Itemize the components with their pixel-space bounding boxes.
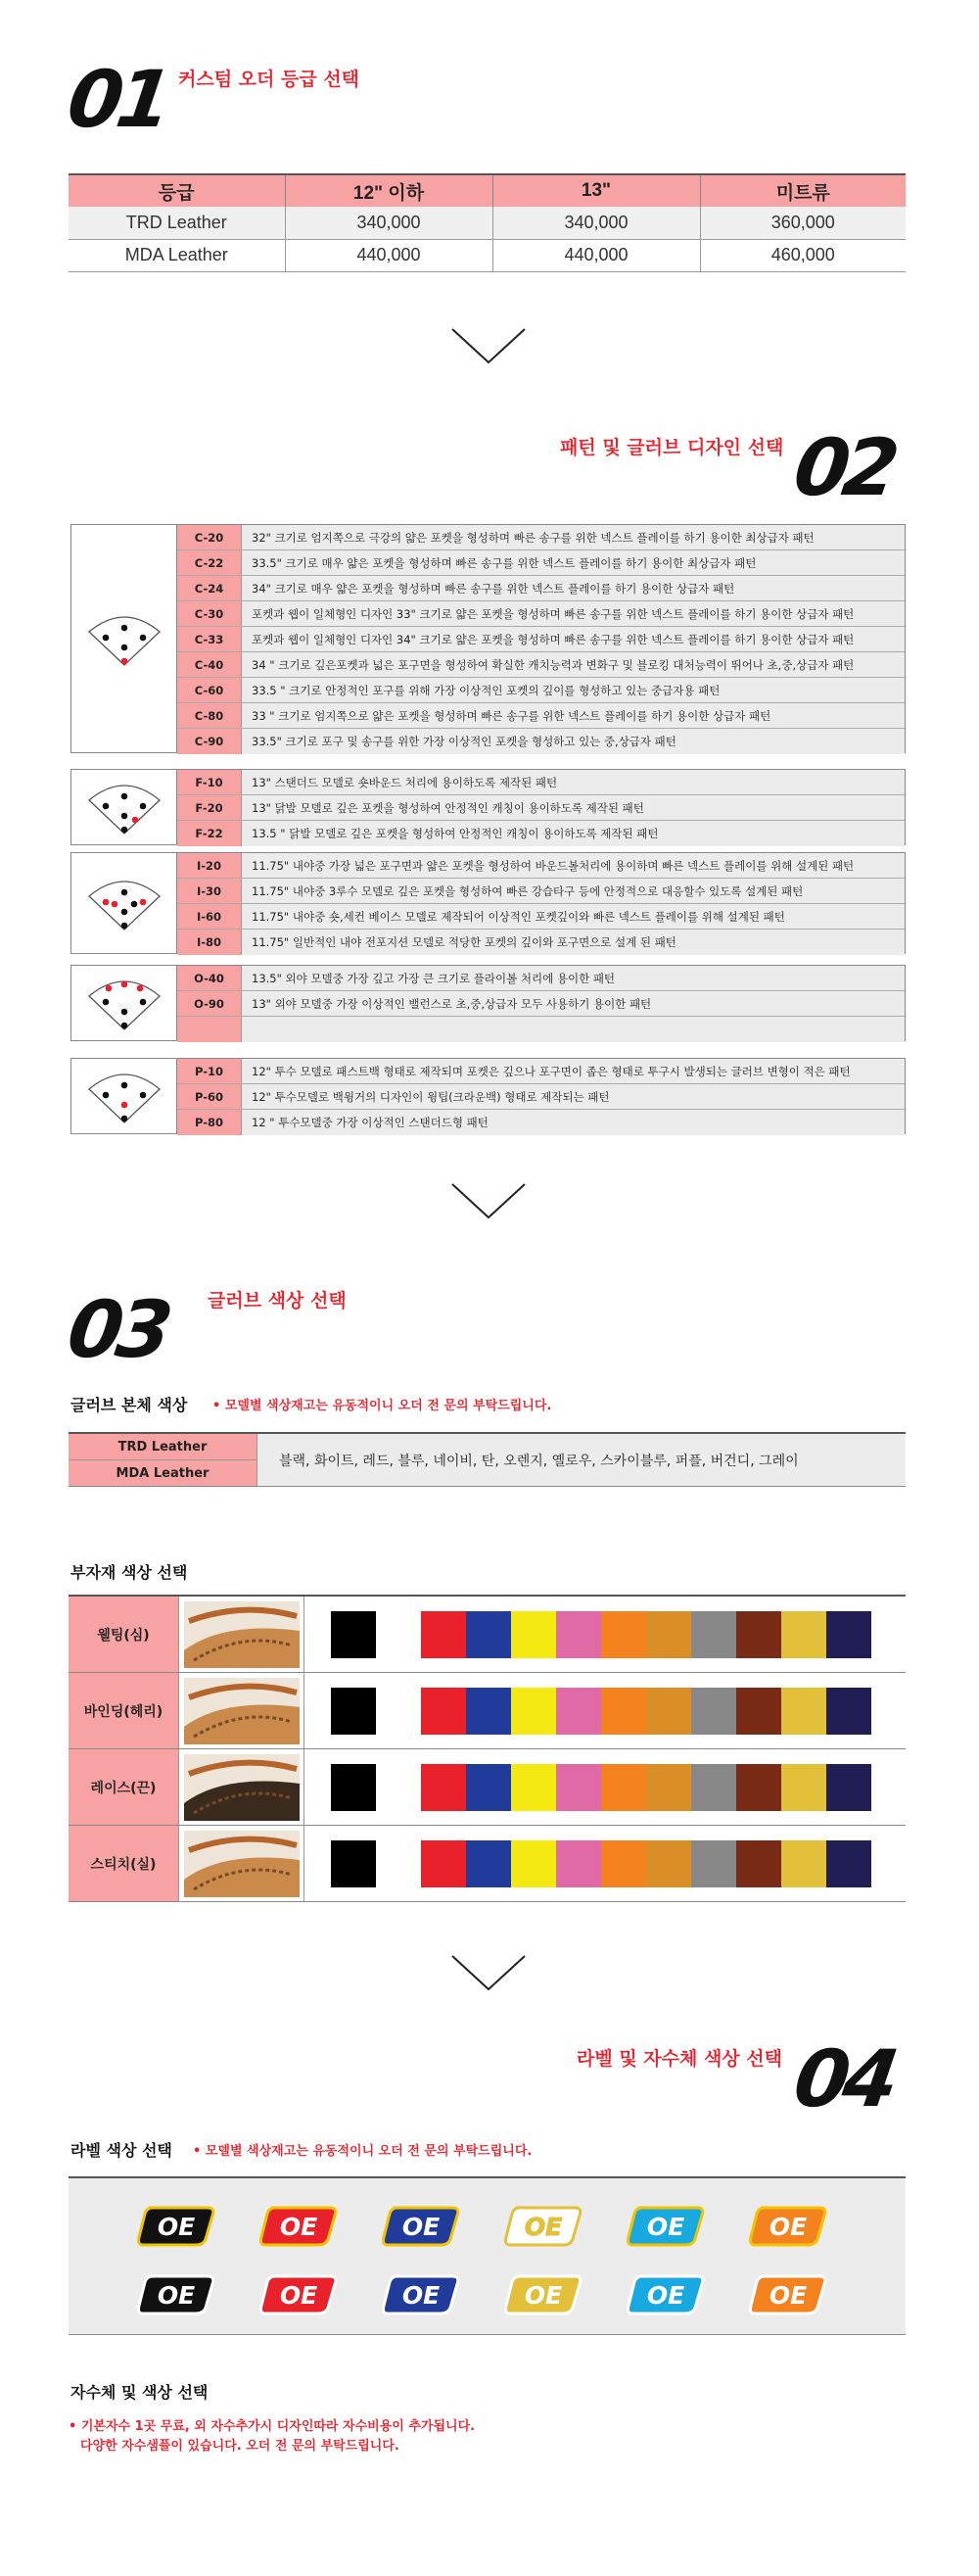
- pattern-desc: 11.75" 일반적인 내야 전포지션 모델로 적당한 포켓의 깊이와 포구면으로 설계 된 패턴: [242, 930, 905, 955]
- color-swatch[interactable]: [331, 1611, 376, 1658]
- player-dot: [139, 635, 146, 642]
- color-swatch[interactable]: [421, 1764, 466, 1811]
- color-swatch[interactable]: [736, 1764, 781, 1811]
- pattern-row[interactable]: [177, 678, 905, 703]
- label-logo-icon[interactable]: [627, 2270, 705, 2317]
- pattern-desc: 12" 투수 모델로 패스트백 형태로 제작되며 포켓은 깊으나 포구면이 좁은 형태로 투구시 발생되는 글러브 변형이 적은 패턴: [242, 1059, 905, 1083]
- body-color-title: 글러브 본체 색상: [70, 1396, 188, 1414]
- grade-header-row: [69, 174, 906, 207]
- pattern-code: P-10: [177, 1059, 242, 1083]
- swatch-strip: [304, 1749, 906, 1825]
- color-swatch[interactable]: [736, 1611, 781, 1658]
- pattern-desc: 34" 크기로 매우 얇은 포켓을 형성하며 빠른 송구를 위한 넥스트 플레이를 하기 용이한 상급자 패턴: [242, 576, 905, 600]
- player-dot: [120, 827, 127, 834]
- pattern-code: C-80: [177, 703, 242, 728]
- pattern-desc: 12" 투수모델로 백윙거의 디자인이 윙팁(크라운백) 형태로 제작되는 패턴: [242, 1084, 905, 1109]
- player-dot: [102, 635, 109, 642]
- label-logo-icon[interactable]: [504, 2270, 583, 2317]
- player-dot: [105, 985, 112, 992]
- color-swatch[interactable]: [691, 1611, 736, 1658]
- label-logo-icon[interactable]: [749, 2202, 827, 2249]
- pattern-desc: 12 " 투수모델중 가장 이상적인 스탠더드형 패턴: [242, 1110, 905, 1135]
- pattern-row[interactable]: [177, 601, 905, 627]
- leather-labels: [69, 1434, 257, 1486]
- pattern-code: C-33: [177, 627, 242, 651]
- player-dot: [139, 899, 146, 906]
- label-logo-text: OE: [157, 2213, 196, 2241]
- glove-image-icon: [184, 1754, 300, 1821]
- label-logo-icon[interactable]: [504, 2202, 583, 2249]
- pattern-code: C-30: [177, 601, 242, 626]
- chevron-down-icon: [449, 325, 528, 368]
- label-logo-text: OE: [646, 2213, 685, 2241]
- pattern-code: F-10: [177, 770, 242, 794]
- player-dot: [120, 813, 127, 820]
- table-cell: 360,000: [700, 207, 906, 239]
- label-row-2: [137, 2270, 827, 2317]
- glove-image-icon: [184, 1601, 300, 1668]
- player-dot: [120, 1009, 127, 1016]
- label-logo-icon[interactable]: [749, 2270, 827, 2317]
- pattern-group: [70, 769, 906, 845]
- parts-row: [69, 1673, 906, 1749]
- player-dot: [139, 803, 146, 810]
- color-swatch[interactable]: [601, 1764, 646, 1811]
- color-swatch[interactable]: [691, 1688, 736, 1735]
- color-swatch[interactable]: [421, 1688, 466, 1735]
- color-swatch[interactable]: [511, 1764, 556, 1811]
- label-logo-icon[interactable]: [137, 2202, 215, 2249]
- pattern-row[interactable]: [177, 576, 905, 601]
- label-logo-text: OE: [401, 2213, 441, 2241]
- pattern-code: C-90: [177, 729, 242, 754]
- player-dot: [139, 999, 146, 1006]
- pattern-code: C-22: [177, 550, 242, 575]
- step-title-3: 글러브 색상 선택: [208, 1290, 347, 1312]
- pattern-code: I-60: [177, 904, 242, 929]
- color-swatch[interactable]: [781, 1840, 826, 1887]
- color-swatch[interactable]: [511, 1688, 556, 1735]
- color-swatch[interactable]: [646, 1688, 691, 1735]
- color-swatch[interactable]: [511, 1611, 556, 1658]
- pattern-row[interactable]: [177, 703, 905, 729]
- pattern-desc: 13.5" 외야 모델중 가장 깊고 가장 큰 크기로 플라이볼 처리에 용이한 패턴: [242, 966, 905, 990]
- label-logo-icon[interactable]: [137, 2270, 215, 2317]
- baseball-field-icon: [79, 775, 169, 839]
- color-swatch[interactable]: [376, 1688, 421, 1735]
- color-swatch[interactable]: [691, 1764, 736, 1811]
- pattern-group: [70, 965, 906, 1041]
- pattern-code: C-40: [177, 652, 242, 677]
- pattern-row[interactable]: [177, 795, 905, 821]
- grade-table: [69, 173, 906, 272]
- pattern-row[interactable]: [177, 729, 905, 754]
- swatch-strip: [304, 1673, 906, 1748]
- parts-color-title: 부자재 색상 선택: [70, 1563, 188, 1582]
- player-dot: [120, 793, 127, 800]
- label-logo-icon[interactable]: [382, 2270, 460, 2317]
- label-logo-icon[interactable]: [627, 2202, 705, 2249]
- color-swatch[interactable]: [376, 1764, 421, 1811]
- pattern-code: O-40: [177, 966, 242, 990]
- step-number-02: 02: [788, 422, 899, 513]
- label-logo-icon[interactable]: [259, 2202, 338, 2249]
- label-logo-text: OE: [769, 2213, 808, 2241]
- player-dot: [120, 1082, 127, 1089]
- pattern-code: I-20: [177, 853, 242, 878]
- header-12: 12" 이하: [285, 174, 492, 207]
- color-swatch[interactable]: [781, 1764, 826, 1811]
- glove-photo: [179, 1826, 304, 1901]
- pattern-desc: 33 " 크기로 엄지쪽으로 얇은 포켓을 형성하며 빠른 송구를 위한 넥스트 플레이를 하기 용이한 상급자 패턴: [242, 703, 905, 728]
- player-dot: [120, 889, 127, 896]
- player-dot: [139, 1092, 146, 1099]
- color-swatch[interactable]: [781, 1611, 826, 1658]
- label-logo-text: OE: [401, 2281, 441, 2310]
- field-diagram: [71, 966, 177, 1040]
- glove-image-icon: [184, 1678, 300, 1744]
- baseball-field-icon: [79, 871, 169, 935]
- header-grade: 등급: [69, 174, 285, 207]
- color-swatch[interactable]: [826, 1764, 871, 1811]
- color-swatch[interactable]: [466, 1688, 511, 1735]
- step-title-4: 라벨 및 자수체 색상 선택: [577, 2048, 782, 2070]
- label-color-note: • 모델별 색상재고는 유동적이니 오더 전 문의 부탁드립니다.: [193, 2144, 533, 2159]
- field-diagram: [71, 770, 177, 844]
- label-logo-icon[interactable]: [382, 2202, 460, 2249]
- label-color-panel: [69, 2176, 906, 2335]
- body-color-note: • 모델별 색상재고는 유동적이니 오더 전 문의 부탁드립니다.: [212, 1399, 552, 1413]
- pattern-code: [177, 1017, 242, 1042]
- pattern-row[interactable]: [177, 525, 905, 550]
- table-cell: MDA Leather: [69, 239, 285, 271]
- table-cell: 340,000: [492, 207, 700, 239]
- pattern-code: C-24: [177, 576, 242, 600]
- pattern-group: [70, 852, 906, 954]
- baseball-field-icon: [79, 1064, 169, 1128]
- pattern-code: I-30: [177, 879, 242, 903]
- leather-mda: MDA Leather: [69, 1460, 256, 1486]
- color-swatch[interactable]: [826, 1611, 871, 1658]
- color-swatch[interactable]: [466, 1611, 511, 1658]
- color-swatch[interactable]: [826, 1688, 871, 1735]
- color-swatch[interactable]: [466, 1764, 511, 1811]
- pattern-group: [70, 524, 906, 753]
- table-cell: 440,000: [285, 239, 492, 271]
- pattern-code: O-90: [177, 991, 242, 1016]
- player-dot: [130, 901, 137, 908]
- glove-photo: [179, 1749, 304, 1825]
- player-dot: [120, 909, 127, 916]
- color-swatch[interactable]: [331, 1764, 376, 1811]
- color-swatch[interactable]: [466, 1840, 511, 1887]
- player-dot: [120, 923, 127, 930]
- header-13: 13": [492, 174, 700, 207]
- pattern-desc: 34 " 크기로 깊은포켓과 넓은 포구면을 형성하여 확실한 캐치능력과 변화구 및 블로킹 대처능력이 뛰어나 초,중,상급자 패턴: [242, 652, 905, 677]
- label-logo-text: OE: [279, 2281, 318, 2310]
- parts-label: 바인딩(헤리): [69, 1673, 179, 1748]
- player-dot: [102, 999, 109, 1006]
- glove-image-icon: [184, 1831, 300, 1897]
- field-diagram: [71, 1059, 177, 1133]
- pattern-desc: 포켓과 웹이 일체형인 디자인 34" 크기로 얇은 포켓을 형성하며 빠른 송구를 위한 넥스트 플레이를 하기 용이한 상급자 패턴: [242, 627, 905, 651]
- color-swatch[interactable]: [376, 1611, 421, 1658]
- label-logo-text: OE: [646, 2281, 685, 2310]
- color-swatch[interactable]: [421, 1840, 466, 1887]
- color-swatch[interactable]: [511, 1840, 556, 1887]
- pattern-desc: 13" 닭발 모델로 깊은 포켓을 형성하여 안정적인 캐칭이 용이하도록 제작된 패턴: [242, 795, 905, 820]
- table-cell: TRD Leather: [69, 207, 285, 239]
- player-dot: [120, 1102, 127, 1109]
- baseball-field-icon: [79, 971, 169, 1035]
- label-logo-text: OE: [524, 2213, 563, 2241]
- embroidery-note-1: • 기본자수 1곳 무료, 외 자수추가시 디자인따라 자수비용이 추가됩니다.: [69, 2419, 476, 2434]
- pattern-row[interactable]: [177, 930, 905, 955]
- pattern-row[interactable]: [177, 627, 905, 652]
- body-color-table: [69, 1432, 906, 1487]
- swatch-strip: [304, 1597, 906, 1672]
- glove-photo: [179, 1673, 304, 1748]
- table-row[interactable]: [69, 207, 906, 239]
- color-swatch[interactable]: [556, 1764, 601, 1811]
- player-dot: [102, 803, 109, 810]
- pattern-desc: 13" 외야 모델중 가장 이상적인 밸런스로 초,중,상급자 모두 사용하기 용이한 패턴: [242, 991, 905, 1016]
- field-diagram: [71, 525, 177, 752]
- color-swatch[interactable]: [556, 1688, 601, 1735]
- parts-row: [69, 1749, 906, 1826]
- pattern-code: F-20: [177, 795, 242, 820]
- pattern-code: C-20: [177, 525, 242, 549]
- color-swatch[interactable]: [331, 1840, 376, 1887]
- player-dot: [120, 644, 127, 651]
- pattern-code: P-60: [177, 1084, 242, 1109]
- table-cell: 460,000: [700, 239, 906, 271]
- pattern-desc: 11.75" 내야중 가장 넓은 포구면과 얇은 포켓을 형성하여 바운드볼처리에 용이하며 빠른 넥스트 플레이를 위해 설계된 패턴: [242, 853, 905, 878]
- color-swatch[interactable]: [691, 1840, 736, 1887]
- pattern-row[interactable]: [177, 853, 905, 879]
- parts-row: [69, 1826, 906, 1902]
- player-dot: [120, 1116, 127, 1122]
- pattern-desc: 33.5" 크기로 매우 얇은 포켓을 형성하며 빠른 송구를 위한 넥스트 플레이를 하기 용이한 최상급자 패턴: [242, 550, 905, 575]
- pattern-row[interactable]: [177, 770, 905, 795]
- player-dot: [120, 658, 127, 665]
- pattern-desc: 13.5 " 닭발 모델로 깊은 포켓을 형성하여 안정적인 캐칭이 용이하도록 제작된 패턴: [242, 821, 905, 846]
- pattern-desc: 32" 크기로 엄지쪽으로 극강의 얇은 포켓을 형성하며 빠른 송구를 위한 넥스트 플레이를 하기 용이한 최상급자 패턴: [242, 525, 905, 549]
- label-logo-text: OE: [769, 2281, 808, 2310]
- parts-row: [69, 1597, 906, 1673]
- player-dot: [102, 899, 109, 906]
- pattern-row[interactable]: [177, 1110, 905, 1135]
- pattern-row[interactable]: [177, 1017, 905, 1042]
- label-logo-icon[interactable]: [259, 2270, 338, 2317]
- color-swatch[interactable]: [556, 1611, 601, 1658]
- parts-label: 스티치(실): [69, 1826, 179, 1901]
- color-swatch[interactable]: [646, 1764, 691, 1811]
- embroidery-note-2: 다양한 자수샘플이 있습니다. 오더 전 문의 부탁드립니다.: [80, 2439, 399, 2454]
- player-dot: [102, 1092, 109, 1099]
- pattern-row[interactable]: [177, 879, 905, 904]
- pattern-desc: 포켓과 웹이 일체형인 디자인 33" 크기로 얇은 포켓을 형성하며 빠른 송구를 위한 넥스트 플레이를 하기 용이한 상급자 패턴: [242, 601, 905, 626]
- color-swatch[interactable]: [736, 1840, 781, 1887]
- pattern-desc: 33.5" 크기로 포구 및 송구를 위한 가장 이상적인 포켓을 형성하고 있는 중,상급자 패턴: [242, 729, 905, 754]
- pattern-row[interactable]: [177, 991, 905, 1017]
- color-swatch[interactable]: [826, 1840, 871, 1887]
- step-title-1: 커스텀 오더 등급 선택: [178, 69, 360, 90]
- color-swatch[interactable]: [736, 1688, 781, 1735]
- color-swatch[interactable]: [646, 1840, 691, 1887]
- player-dot: [131, 817, 138, 824]
- table-cell: 440,000: [492, 239, 700, 271]
- pattern-code: F-22: [177, 821, 242, 846]
- label-row-1: [137, 2202, 827, 2249]
- color-swatch[interactable]: [601, 1688, 646, 1735]
- pattern-row[interactable]: [177, 821, 905, 846]
- color-swatch[interactable]: [601, 1611, 646, 1658]
- parts-label: 레이스(끈): [69, 1749, 179, 1825]
- pattern-desc: [242, 1017, 905, 1042]
- step-number-03: 03: [62, 1284, 172, 1375]
- leather-trd: TRD Leather: [69, 1434, 256, 1460]
- step-number-04: 04: [788, 2033, 899, 2124]
- baseball-field-icon: [79, 606, 169, 671]
- field-diagram: [71, 853, 177, 953]
- body-color-list: 블랙, 화이트, 레드, 블루, 네이비, 탄, 오렌지, 옐로우, 스카이블루, 퍼플, 버건디, 그레이: [257, 1434, 906, 1486]
- color-swatch[interactable]: [601, 1840, 646, 1887]
- pattern-row[interactable]: [177, 966, 905, 991]
- color-swatch[interactable]: [376, 1840, 421, 1887]
- swatch-strip: [304, 1826, 906, 1901]
- color-swatch[interactable]: [421, 1611, 466, 1658]
- pattern-code: P-80: [177, 1110, 242, 1135]
- glove-photo: [179, 1597, 304, 1672]
- pattern-row[interactable]: [177, 550, 905, 576]
- step-title-2: 패턴 및 글러브 디자인 선택: [560, 437, 784, 458]
- embroidery-title: 자수체 및 색상 선택: [70, 2383, 209, 2402]
- pattern-desc: 13" 스탠더드 모델로 숏바운드 처리에 용이하도록 제작된 패턴: [242, 770, 905, 794]
- color-swatch[interactable]: [646, 1611, 691, 1658]
- player-dot: [136, 985, 143, 992]
- pattern-row[interactable]: [177, 1084, 905, 1110]
- pattern-desc: 33.5 " 크기로 안정적인 포구를 위해 가장 이상적인 포켓의 깊이를 형성하고 있는 중급자용 패턴: [242, 678, 905, 702]
- player-dot: [111, 901, 117, 908]
- pattern-row[interactable]: [177, 652, 905, 678]
- pattern-code: I-80: [177, 930, 242, 955]
- pattern-group: [70, 1058, 906, 1134]
- color-swatch[interactable]: [331, 1688, 376, 1735]
- player-dot: [120, 1023, 127, 1029]
- color-swatch[interactable]: [556, 1840, 601, 1887]
- table-row[interactable]: [69, 239, 906, 271]
- pattern-desc: 11.75" 내야중 3루수 모델로 깊은 포켓을 형성하여 빠른 강습타구 등에 안정적으로 대응할수 있도록 설계된 패턴: [242, 879, 905, 903]
- label-logo-text: OE: [279, 2213, 318, 2241]
- label-logo-text: OE: [157, 2281, 196, 2310]
- player-dot: [120, 625, 127, 632]
- table-cell: 340,000: [285, 207, 492, 239]
- header-mitt: 미트류: [700, 174, 906, 207]
- step-number-01: 01: [62, 54, 172, 145]
- label-color-title: 라벨 색상 선택: [70, 2141, 172, 2160]
- chevron-down-icon: [449, 1952, 528, 1995]
- pattern-row[interactable]: [177, 904, 905, 930]
- chevron-down-icon: [449, 1180, 528, 1223]
- player-dot: [120, 981, 127, 988]
- parts-label: 웰팅(심): [69, 1597, 179, 1672]
- color-swatch[interactable]: [781, 1688, 826, 1735]
- pattern-desc: 11.75" 내야중 숏,세컨 베이스 모델로 제작되어 이상적인 포켓깊이와 빠른 넥스트 플레이를 위해 설계된 패턴: [242, 904, 905, 929]
- label-logo-text: OE: [524, 2281, 563, 2310]
- pattern-code: C-60: [177, 678, 242, 702]
- pattern-row[interactable]: [177, 1059, 905, 1084]
